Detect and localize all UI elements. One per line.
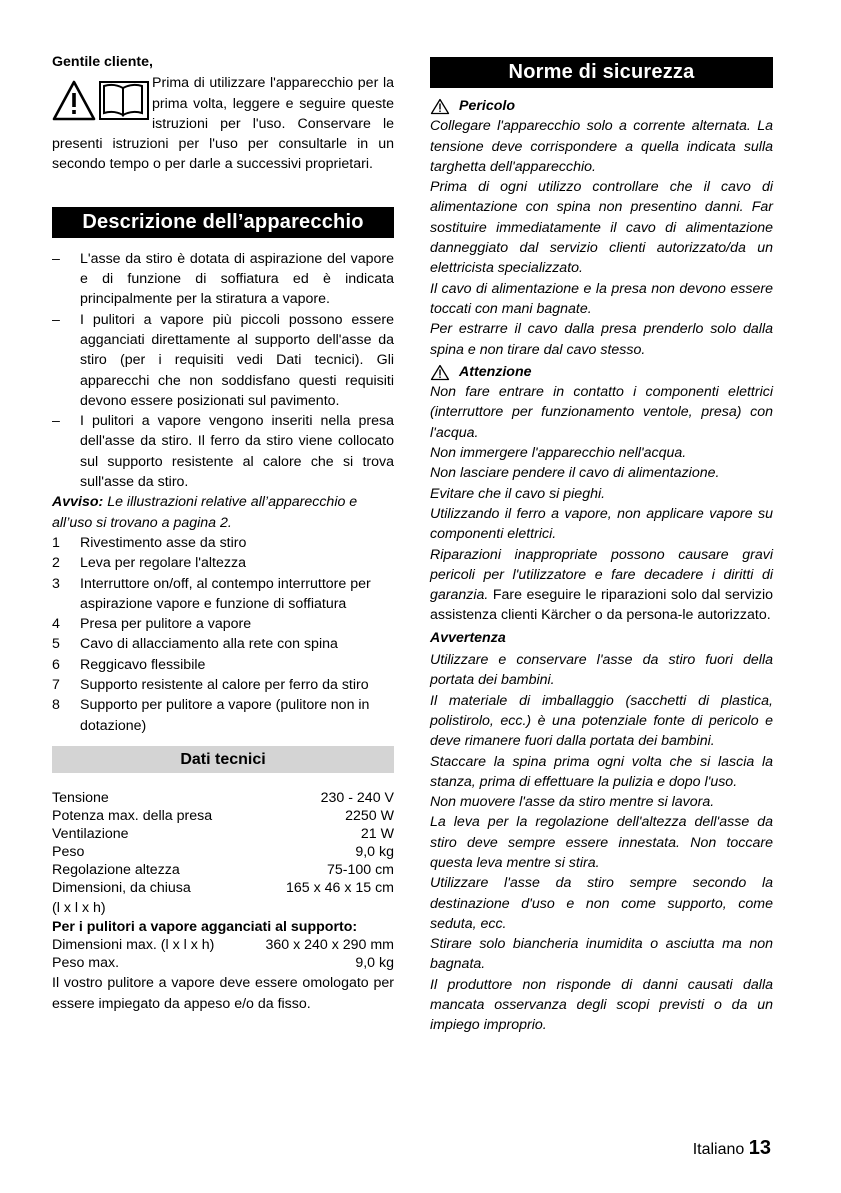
notice	[52, 492, 394, 533]
warning-text: Utilizzare e conservare l'asse da stiro fuori della portata dei bambini. Il materiale di imballaggio (sacchetti di plastica, polistirolo, ecc.) è una potenziale fonte di pericolo e deve rimanere fuori dalla portata dei bambini. Staccare la spina prima ogni volta che si lascia la stanza, prima di effettuare la pulizia e dopo l'uso. Non muovere l'asse da stiro mentre si lavora. La leva per la regolazione dell'altezza dell'asse da stiro deve sempre essere innestata. Non toccare questa leva mentre si stira. Utilizzare l'asse da stiro sempre secondo la destinazione d'uso e non come supporto, come seduta, ecc. Stirare solo biancheria inumidita o asciutta ma non bagnata. Il produttore non risponde di danni causati dalla mancata osservanza degli scopi previsti o da un impiego improprio.	[430, 652, 773, 1034]
intro-icons	[52, 79, 150, 121]
list-item: 2 Leva per regolare l'altezza	[52, 555, 246, 572]
warning-triangle-icon	[430, 98, 450, 115]
right-column	[430, 57, 773, 1036]
dash-item: – I pulitori a vapore più piccoli possono essere agganciati direttamente al supporto dell'asse da stiro (per i requisiti vedi Dati tecnici). Gli apparecchi che non soddisfano questi requisiti devono essere posizionati sul pavimento.	[52, 311, 394, 409]
spec-row: Potenza max. della presa 2250 W	[52, 807, 394, 824]
list-item: 4 Presa per pulitore a vapore	[52, 616, 252, 633]
page-number: 13	[748, 1137, 771, 1159]
notice-text: Le illustrazioni relative all’apparecchio e all’uso si trovano a pagina 2.	[52, 494, 358, 531]
dims-note: (l x l x h)	[52, 899, 106, 916]
specs-table	[52, 789, 394, 1014]
attention-text: Non fare entrare in contatto i componenti elettrici (interruttore per funzionamento ventole, presa) con l'acqua. Non immergere l'apparecchio nell'acqua. Non lasciare pendere il cavo di alimentazione. Evitare che il cavo si pieghi. Utilizzando il ferro a vapore, non applicare vapore su componenti elettrici. Riparazioni inappropriate possono causare gravi pericoli per l'utilizzatore e fare decadere i diritti di garanzia. Fare eseguire le riparazioni solo dal servizio assistenza clienti Kärcher o da persona-le autorizzato.	[430, 382, 773, 626]
open-book-icon	[100, 82, 148, 119]
intro-block	[52, 73, 394, 174]
notice-label: Avviso:	[52, 494, 104, 511]
page-footer	[693, 1138, 771, 1160]
spec-row: Tensione 230 - 240 V	[52, 789, 394, 806]
spec-row: Peso 9,0 kg	[52, 843, 394, 860]
attention-label: Attenzione	[459, 363, 532, 380]
attention-heading	[430, 362, 773, 382]
list-item: 3 Interruttore on/off, al contempo interruttore per aspirazione vapore e funzione di soffiatura	[52, 575, 371, 612]
intro-text: Prima di utilizzare l'apparecchio per la prima volta, leggere e seguire queste istruzioni per l'uso. Conservare le presenti istruzioni per l'uso per consultarle in un secondo tempo o per darle a successivi proprietari.	[52, 75, 394, 173]
tech-heading: Dati tecnici	[52, 746, 394, 773]
dash-list	[52, 249, 394, 493]
dash-item: – L'asse da stiro è dotata di aspirazione del vapore e di funzione di soffiatura ed è indicata principalmente per la stiratura a vapore.	[52, 250, 394, 308]
danger-text: Collegare l'apparecchio solo a corrente alternata. La tensione deve corrispondere a quella indicata sulla targhetta dell'apparecchio. Prima di ogni utilizzo controllare che il cavo di alimentazione con spina non presentino danni. Far sostituire immediatamente il cavo di alimentazione danneggiato dal servizio clienti autorizzato/da un elettricista specializzato. Il cavo di alimentazione e la presa non devono essere toccati con mani bagnate. Per estrarre il cavo dalla presa prenderlo solo dalla spina e non tirare dal cavo stesso.	[430, 118, 773, 358]
approval-text: Il vostro pulitore a vapore deve essere omologato per essere impiegato da appeso e/o da fisso.	[52, 975, 394, 1012]
spec-row: Dimensioni, da chiusa 165 x 46 x 15 cm	[52, 879, 394, 896]
spec-row: Ventilazione 21 W	[52, 825, 394, 842]
spec-row: Regolazione altezza 75-100 cm	[52, 861, 394, 878]
list-item: 7 Supporto resistente al calore per ferro da stiro	[52, 677, 369, 694]
list-item: 1 Rivestimento asse da stiro	[52, 534, 247, 551]
greeting: Gentile cliente,	[52, 54, 153, 70]
description-heading: Descrizione dell’apparecchio	[52, 207, 394, 238]
footer-language: Italiano	[692, 1141, 745, 1158]
warning-triangle-icon	[430, 364, 450, 381]
danger-label: Pericolo	[459, 98, 515, 114]
warning-triangle-icon	[52, 79, 150, 123]
parts-list	[52, 533, 394, 736]
left-column	[52, 52, 394, 1014]
spec-row: Dimensioni max. (l x l x h) 360 x 240 x 290 mm	[52, 937, 394, 954]
list-item: 5 Cavo di allacciamento alla rete con spina	[52, 636, 338, 653]
dash-item: – I pulitori a vapore vengono inseriti nella presa dell'asse da stiro. Il ferro da stiro viene collocato sul supporto resistente al calore che si trova sull'asse da stiro.	[52, 413, 394, 491]
steamer-heading: Per i pulitori a vapore agganciati al supporto:	[52, 919, 358, 936]
list-item: 6 Reggicavo flessibile	[52, 656, 206, 673]
danger-heading	[430, 96, 773, 116]
list-item: 8 Supporto per pulitore a vapore (pulitore non in dotazione)	[52, 697, 370, 734]
warning-label: Avvertenza	[430, 629, 506, 646]
safety-heading: Norme di sicurezza	[430, 57, 773, 88]
spec-row: Peso max. 9,0 kg	[52, 955, 394, 972]
repair-paragraph: Riparazioni inappropriate possono causare gravi pericoli per l'utilizzatore e fare decadere i diritti di garanzia. Fare eseguire le riparazioni solo dal servizio assistenza clienti Kärcher o da persona-le autorizzato.	[430, 546, 773, 624]
